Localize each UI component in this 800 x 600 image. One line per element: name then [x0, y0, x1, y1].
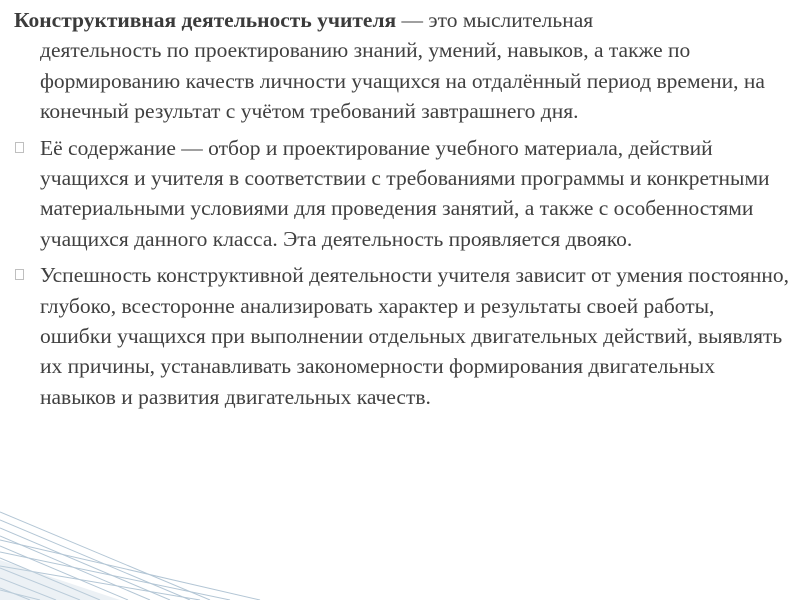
- definition-paragraph: [14, 5, 790, 127]
- definition-continuation: деятельность по проектированию знаний, умений, навыков, а также по формированию качеств личности учащихся на отдалённый период времени, на конечный результат с учётом требований завтрашнего дня.: [40, 38, 765, 124]
- bullet-text-2: Успешность конструктивной деятельности учителя зависит от умения постоянно, глубоко, всесторонне анализировать характер и результаты своей работы, ошибки учащихся при выполнении отдельных двигательных действий, выявлять их причины, устанавливать закономерности формирования двигательных навыков и развития двигательных качеств.: [40, 263, 789, 409]
- bullet-icon: [15, 269, 24, 280]
- bullet-paragraph-2: [14, 260, 790, 412]
- definition-first-line: — это мыслительная: [396, 8, 594, 32]
- definition-term: Конструктивная деятельность учителя: [14, 8, 397, 32]
- bullet-icon: [15, 142, 24, 153]
- bullet-paragraph-1: [14, 133, 790, 255]
- text-body: [14, 5, 790, 418]
- bullet-text-1: Её содержание — отбор и проектирование учебного материала, действий учащихся и учителя в соответствии с требованиями программы и конкретными материальными условиями для проведения занятий, а также с особенностями учащихся данного класса. Эта деятельность проявляется двояко.: [40, 135, 770, 251]
